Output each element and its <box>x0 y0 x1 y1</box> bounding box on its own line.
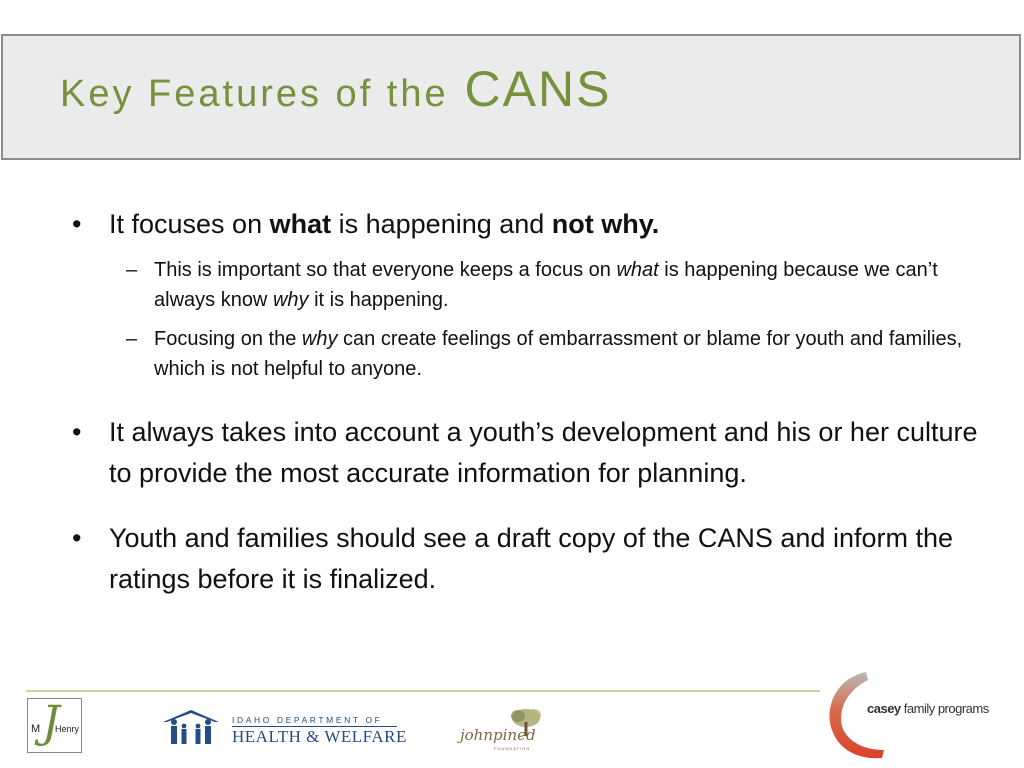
title-prefix: Key Features of the <box>60 73 449 115</box>
mj-logo-henry: Henry <box>55 724 80 734</box>
bullet-2 <box>72 412 992 494</box>
sub-bullet-2-post: can create feelings of embarrassment or blame for youth and families, which is not helpful to anyone. <box>154 328 963 380</box>
mj-henry-logo <box>27 698 82 753</box>
sub-bullet-marker: – <box>126 328 138 350</box>
bullet-3 <box>72 518 992 600</box>
bullet-1-bold-what: what <box>269 209 332 239</box>
idaho-logo-top-text: IDAHO DEPARTMENT OF <box>232 715 383 725</box>
slide-content <box>72 204 992 600</box>
bullet-2-text: It always takes into account a youth’s development and his or her culture to provide the most accurate information for planning. <box>109 417 978 488</box>
idaho-health-welfare-logo <box>160 708 407 748</box>
casey-rest-text: family programs <box>900 701 989 716</box>
slide-title <box>60 61 612 117</box>
sub-bullet-2-italic-why: why <box>301 328 338 350</box>
bullet-3-text: Youth and families should see a draft copy of the CANS and inform the ratings before it is finalized. <box>109 523 954 594</box>
sub-bullet-2 <box>72 324 992 384</box>
footer-divider <box>26 690 820 692</box>
bullet-marker: • <box>72 417 82 447</box>
bullet-marker: • <box>72 523 82 553</box>
mj-logo-m: M <box>31 723 41 735</box>
sub-bullet-1-italic-what: what <box>616 259 659 281</box>
sub-bullet-1-italic-why: why <box>272 289 309 311</box>
sub-bullet-1-pre: This is important so that everyone keeps a focus on <box>154 259 617 281</box>
bullet-1-text-mid: is happening and <box>331 209 552 239</box>
family-figures-icon <box>160 708 222 748</box>
bullet-1 <box>72 204 992 245</box>
casey-c-swoosh-icon <box>822 668 892 764</box>
title-suffix: CANS <box>464 61 612 117</box>
casey-family-programs-logo <box>822 668 1024 764</box>
johnpined-foundation-logo <box>460 706 564 756</box>
bullet-marker: • <box>72 209 82 239</box>
sub-bullet-marker: – <box>126 259 138 281</box>
johnpined-script-text: johnpined <box>460 726 536 744</box>
sub-bullet-1 <box>72 255 992 315</box>
sub-bullet-1-post: it is happening. <box>308 289 449 311</box>
sub-bullet-1-mid: is happening because we can’t always know <box>154 259 938 311</box>
sub-bullet-2-pre: Focusing on the <box>154 328 302 350</box>
mj-logo-j: J <box>42 697 60 748</box>
bullet-1-bold-not-why: not why. <box>551 209 660 239</box>
bullet-1-text-pre: It focuses on <box>109 209 270 239</box>
casey-brand-text: casey <box>867 701 901 716</box>
idaho-logo-bottom-text: HEALTH & WELFARE <box>232 727 407 746</box>
casey-wordmark <box>867 701 989 716</box>
johnpined-foundation-text: FOUNDATION <box>494 746 531 751</box>
